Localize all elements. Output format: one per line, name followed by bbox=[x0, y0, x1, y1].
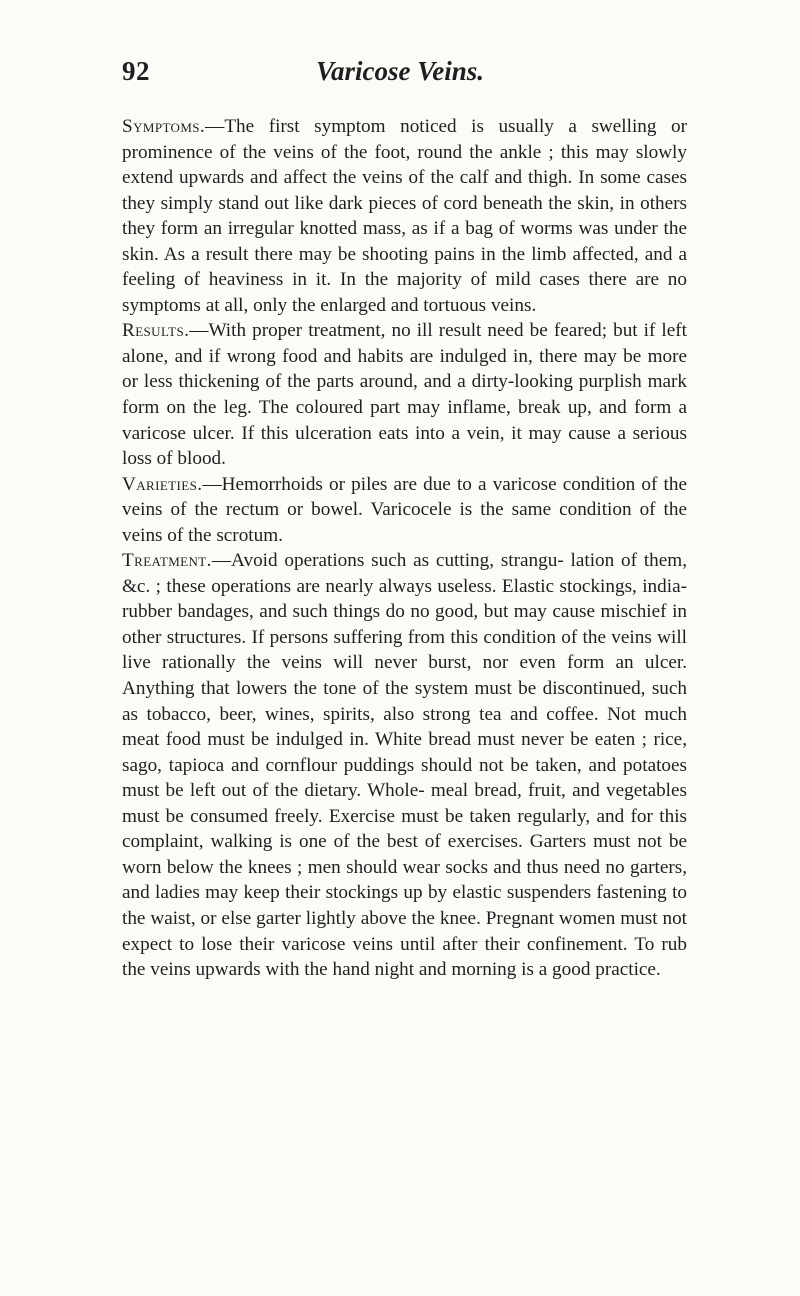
page-header bbox=[0, 56, 800, 96]
section-text-symptoms: —The first symptom noticed is usually a swelling or prominence of the veins of the foot, round the ankle ; this may slowly extend upwards and affect the veins of the calf and thigh. In some cases they simply stand out like dark pieces of cord beneath the skin, in others they form an irregular knotted mass, as if a bag of worms was under the skin. As a result there may be shooting pains in the limb affected, and a feeling of heaviness in it. In the majority of mild cases there are no symptoms at all, only the enlarged and tortuous veins. bbox=[122, 116, 687, 316]
section-text-varieties: —Hemorrhoids or piles are due to a varicose condition of the veins of the rectum or bowel. Varicocele is the same condition of the veins of the scrotum. bbox=[122, 473, 687, 546]
running-title: Varicose Veins. bbox=[315, 56, 485, 86]
page-number: 92 bbox=[122, 56, 150, 86]
section-heading-treatment: Treatment. bbox=[122, 550, 212, 572]
body-text bbox=[122, 114, 687, 983]
paragraph-treatment bbox=[122, 548, 687, 982]
section-heading-results: Results. bbox=[122, 320, 190, 342]
section-text-results: —With proper treatment, no ill result need be feared; but if left alone, and if wrong food and habits are indulged in, there may be more or less thickening of the parts around, and a dirty-looking purplish mark form on the leg. The coloured part may inflame, break up, and form a varicose ulcer. If this ulceration eats into a vein, it may cause a serious loss of blood. bbox=[122, 320, 687, 470]
paragraph-varieties bbox=[122, 472, 687, 549]
section-text-treatment: —Avoid operations such as cutting, strangu- lation of them, &c. ; these operations are nearly always useless. Elastic stockings, india-rubber bandages, and such things do no good, but may cause mischief in other structures. If persons suffering from this condition of the veins will live rationally the veins will never burst, nor even form an ulcer. Anything that lowers the tone of the system must be discontinued, such as tobacco, beer, wines, spirits, also strong tea and coffee. Not much meat food must be indulged in. White bread must never be eaten ; rice, sago, tapioca and cornflour puddings should not be taken, and potatoes must be left out of the dietary. Whole- meal bread, fruit, and vegetables must be consumed freely. Exercise must be taken regularly, and for this complaint, walking is one of the best of exercises. Garters must not be worn below the knees ; men should wear socks and thus need no garters, and ladies may keep their stockings up by elastic suspenders fastening to the waist, or else garter lightly above the knee. Pregnant women must not expect to lose their varicose veins until after their confinement. To rub the veins upwards with the hand night and morning is a good practice. bbox=[122, 550, 687, 981]
section-heading-varieties: Varieties. bbox=[122, 473, 203, 495]
paragraph-symptoms bbox=[122, 114, 687, 318]
paragraph-results bbox=[122, 318, 687, 471]
section-heading-symptoms: Symptoms. bbox=[122, 116, 206, 137]
